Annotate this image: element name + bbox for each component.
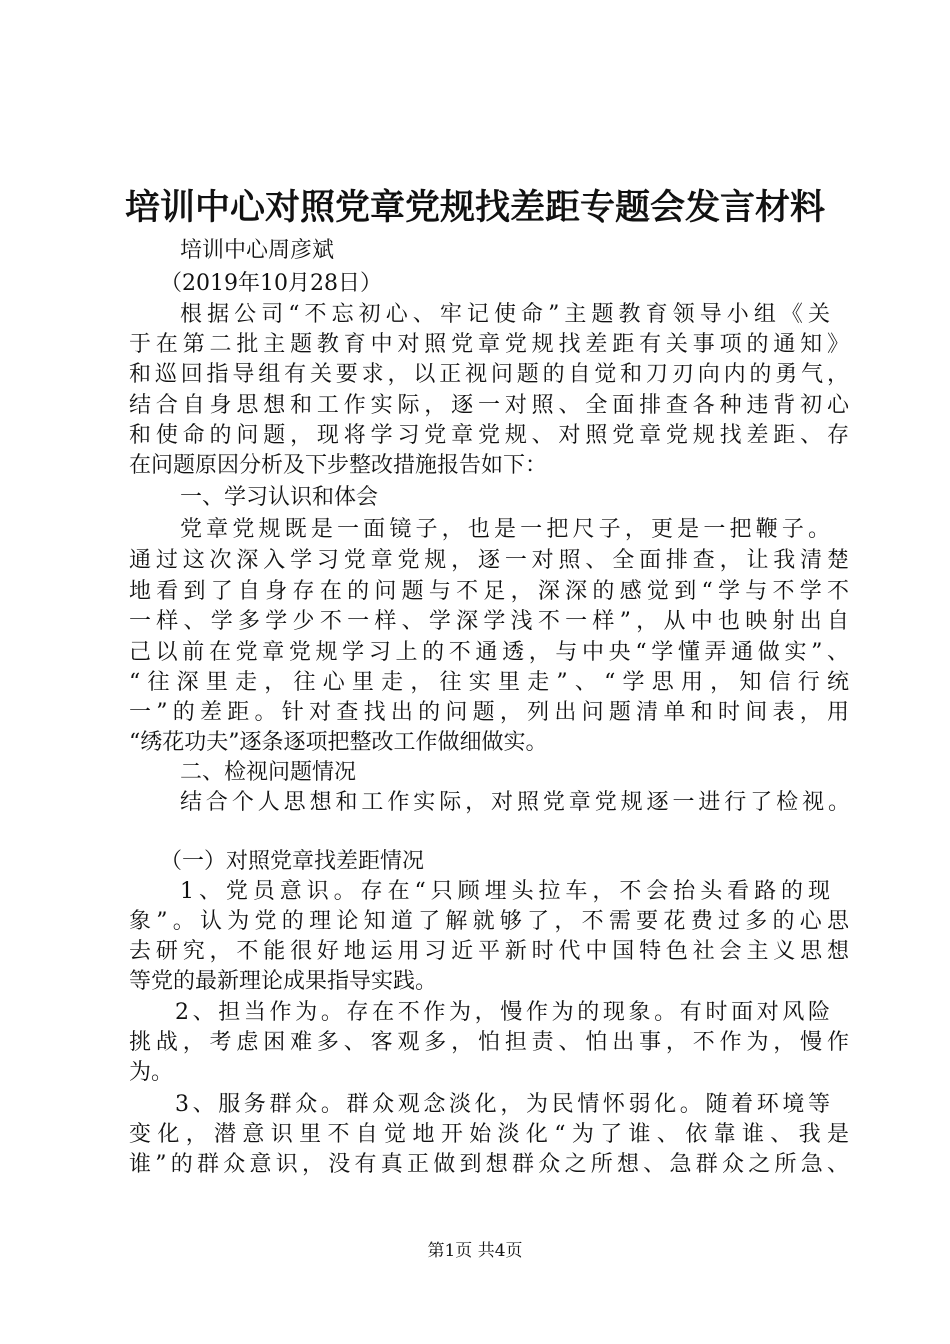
paragraph-line: 和使命的问题，现将学习党章党规、对照党章党规找差距、存 <box>129 423 849 448</box>
paragraph-line: “绣花功夫”逐条逐项把整改工作做细做实。 <box>129 730 548 755</box>
document-title: 培训中心对照党章党规找差距专题会发言材料 <box>124 188 825 228</box>
page-footer: 第1页 共4页 <box>427 1241 523 1261</box>
paragraph-line: 通过这次深入学习党章党规，逐一对照、全面排查，让我清楚 <box>129 548 849 573</box>
paragraph-line: 于在第二批主题教育中对照党章党规找差距有关事项的通知》 <box>129 332 849 357</box>
author-line: 培训中心周彦斌 <box>180 238 335 263</box>
paragraph-line: 等党的最新理论成果指导实践。 <box>129 969 438 994</box>
paragraph-line: “往深里走，往心里走，往实里走”、“学思用，知信行统 <box>129 670 849 695</box>
paragraph-line: 为。 <box>129 1060 174 1085</box>
paragraph-line: 和巡回指导组有关要求，以正视问题的自觉和刀刃向内的勇气， <box>129 362 849 387</box>
paragraph-line: 谁”的群众意识，没有真正做到想群众之所想、急群众之所急、 <box>129 1152 849 1177</box>
subsection-heading: （一）对照党章找差距情况 <box>160 849 425 874</box>
paragraph-line: 象”。认为党的理论知道了解就够了，不需要花费过多的心思 <box>129 909 849 934</box>
paragraph-line: 挑战，考虑困难多、客观多，怕担责、怕出事，不作为，慢作 <box>129 1030 849 1055</box>
paragraph-line: 地看到了自身存在的问题与不足，深深的感觉到“学与不学不 <box>129 579 849 604</box>
paragraph-line: 一”的差距。针对查找出的问题，列出问题清单和时间表，用 <box>129 700 849 725</box>
paragraph-line: 2、担当作为。存在不作为，慢作为的现象。有时面对风险 <box>175 1000 830 1025</box>
date-line: （2019年10月28日） <box>160 271 382 296</box>
paragraph-line: 结合自身思想和工作实际，逐一对照、全面排查各种违背初心 <box>129 393 849 418</box>
paragraph-line: 1、党员意识。存在“只顾埋头拉车，不会抬头看路的现 <box>180 879 830 904</box>
paragraph-line: 根据公司“不忘初心、牢记使命”主题教育领导小组《关 <box>180 302 830 327</box>
paragraph-line: 变化，潜意识里不自觉地开始淡化“为了谁、依靠谁、我是 <box>129 1122 849 1147</box>
paragraph-line: 一样、学多学少不一样、学深学浅不一样”，从中也映射出自 <box>129 609 849 634</box>
paragraph-line: 己以前在党章党规学习上的不通透，与中央“学懂弄通做实”、 <box>129 640 849 665</box>
section-heading: 二、检视问题情况 <box>180 760 357 785</box>
paragraph-line: 去研究，不能很好地运用习近平新时代中国特色社会主义思想 <box>129 939 849 964</box>
paragraph-line: 结合个人思想和工作实际，对照党章党规逐一进行了检视。 <box>180 790 850 815</box>
paragraph-line: 党章党规既是一面镜子，也是一把尺子，更是一把鞭子。 <box>180 517 830 542</box>
paragraph-line: 在问题原因分析及下步整改措施报告如下： <box>129 453 548 478</box>
paragraph-line: 3、服务群众。群众观念淡化，为民情怀弱化。随着环境等 <box>175 1092 830 1117</box>
section-heading: 一、学习认识和体会 <box>180 485 379 510</box>
